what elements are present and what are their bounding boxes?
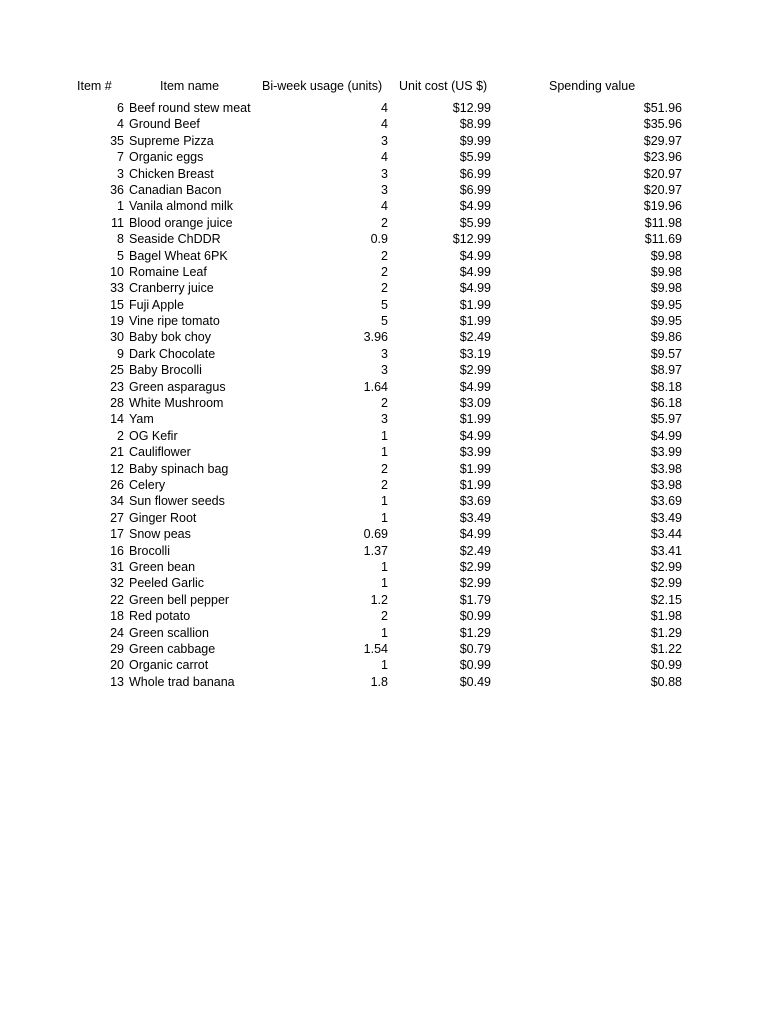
usage-cell: 3 (381, 133, 388, 148)
spending-value-cell: $3.44 (650, 527, 682, 542)
usage-cell: 1 (381, 658, 388, 673)
usage-cell: 1 (381, 559, 388, 574)
item-name-cell: Whole trad banana (129, 674, 235, 689)
spending-value-cell: $3.98 (650, 461, 682, 476)
usage-cell: 4 (381, 150, 388, 165)
item-number-cell: 21 (110, 445, 124, 460)
table-row (0, 182, 768, 198)
unit-cost-cell: $0.49 (459, 674, 491, 689)
table-row (0, 264, 768, 280)
table-row (0, 166, 768, 182)
unit-cost-cell: $1.29 (459, 625, 491, 640)
item-number-cell: 18 (110, 609, 124, 624)
item-number-cell: 33 (110, 281, 124, 296)
item-name-cell: Vanila almond milk (129, 199, 233, 214)
table-row (0, 280, 768, 296)
unit-cost-cell: $4.99 (459, 428, 491, 443)
unit-cost-cell: $3.99 (459, 445, 491, 460)
spending-value-cell: $3.99 (650, 445, 682, 460)
spending-value-cell: $20.97 (643, 182, 682, 197)
usage-cell: 0.9 (370, 232, 388, 247)
usage-cell: 2 (381, 609, 388, 624)
unit-cost-cell: $1.99 (459, 461, 491, 476)
usage-cell: 4 (381, 101, 388, 115)
table-row (0, 362, 768, 378)
table-row (0, 559, 768, 575)
unit-cost-cell: $1.99 (459, 314, 491, 329)
usage-cell: 1 (381, 428, 388, 443)
item-number-cell: 5 (117, 248, 124, 263)
unit-cost-cell: $1.79 (459, 592, 491, 607)
item-name-cell: White Mushroom (129, 396, 224, 411)
unit-cost-cell: $0.79 (459, 641, 491, 656)
item-number-cell: 6 (117, 101, 124, 115)
item-number-cell: 15 (110, 297, 124, 312)
unit-cost-cell: $4.99 (459, 199, 491, 214)
item-number-cell: 22 (110, 592, 124, 607)
spending-value-cell: $2.99 (650, 559, 682, 574)
unit-cost-cell: $1.99 (459, 412, 491, 427)
spending-value-cell: $9.98 (650, 264, 682, 279)
item-name-cell: Ginger Root (129, 510, 197, 525)
unit-cost-cell: $5.99 (459, 150, 491, 165)
item-number-cell: 29 (110, 641, 124, 656)
usage-cell: 3 (381, 182, 388, 197)
item-name-cell: Green bell pepper (129, 592, 230, 607)
item-number-cell: 10 (110, 264, 124, 279)
unit-cost-cell: $3.09 (459, 396, 491, 411)
unit-cost-cell: $0.99 (459, 658, 491, 673)
table-row (0, 641, 768, 657)
table-row (0, 461, 768, 477)
item-name-cell: Dark Chocolate (129, 346, 216, 361)
table-row (0, 231, 768, 247)
usage-cell: 4 (381, 199, 388, 214)
item-name-cell: Canadian Bacon (129, 182, 222, 197)
table-row (0, 215, 768, 231)
table-row (0, 444, 768, 460)
spending-value-cell: $3.41 (650, 543, 682, 558)
item-number-cell: 17 (110, 527, 124, 542)
item-name-cell: Baby Brocolli (129, 363, 202, 378)
item-name-cell: Cranberry juice (129, 281, 214, 296)
usage-cell: 1.37 (363, 543, 388, 558)
spending-value-cell: $23.96 (643, 150, 682, 165)
header-biweek-usage: Bi-week usage (units) (262, 79, 383, 93)
usage-cell: 0.69 (363, 527, 388, 542)
table-header (0, 77, 768, 95)
table-row (0, 526, 768, 542)
header-item-name: Item name (160, 79, 220, 93)
item-name-cell: Green scallion (129, 625, 209, 640)
item-name-cell: Seaside ChDDR (129, 232, 221, 247)
table-row (0, 428, 768, 444)
item-name-cell: Peeled Garlic (129, 576, 205, 591)
table-row (0, 346, 768, 362)
spending-value-cell: $20.97 (643, 166, 682, 181)
spending-value-cell: $8.18 (650, 379, 682, 394)
item-name-cell: Organic carrot (129, 658, 209, 673)
item-name-cell: Baby spinach bag (129, 461, 229, 476)
table-row (0, 625, 768, 641)
item-number-cell: 34 (110, 494, 124, 509)
unit-cost-cell: $12.99 (452, 232, 491, 247)
item-number-cell: 16 (110, 543, 124, 558)
unit-cost-cell: $2.99 (459, 559, 491, 574)
usage-cell: 5 (381, 314, 388, 329)
usage-cell: 2 (381, 477, 388, 492)
table-body (0, 100, 768, 690)
table-row (0, 149, 768, 165)
item-name-cell: Ground Beef (129, 117, 200, 132)
item-name-cell: Bagel Wheat 6PK (129, 248, 228, 263)
usage-cell: 2 (381, 396, 388, 411)
item-number-cell: 11 (111, 215, 124, 230)
spending-value-cell: $29.97 (643, 133, 682, 148)
item-name-cell: Organic eggs (129, 150, 204, 165)
unit-cost-cell: $1.99 (459, 477, 491, 492)
item-name-cell: OG Kefir (129, 428, 178, 443)
item-name-cell: Romaine Leaf (129, 264, 207, 279)
usage-cell: 3 (381, 363, 388, 378)
usage-cell: 3 (381, 166, 388, 181)
usage-cell: 1 (381, 494, 388, 509)
item-number-cell: 35 (110, 133, 124, 148)
usage-cell: 4 (381, 117, 388, 132)
unit-cost-cell: $2.49 (459, 330, 491, 345)
usage-cell: 1.54 (363, 641, 388, 656)
item-name-cell: Sun flower seeds (129, 494, 225, 509)
spending-value-cell: $3.69 (650, 494, 682, 509)
table-row (0, 100, 768, 116)
table-row (0, 329, 768, 345)
table-row (0, 313, 768, 329)
unit-cost-cell: $2.49 (459, 543, 491, 558)
item-number-cell: 14 (110, 412, 124, 427)
spending-value-cell: $6.18 (650, 396, 682, 411)
table-row (0, 198, 768, 214)
spending-value-cell: $51.96 (643, 101, 682, 115)
item-name-cell: Fuji Apple (129, 297, 184, 312)
unit-cost-cell: $3.19 (459, 346, 491, 361)
item-number-cell: 26 (110, 477, 124, 492)
spending-value-cell: $9.57 (650, 346, 682, 361)
spending-value-cell: $9.95 (650, 297, 682, 312)
item-number-cell: 32 (110, 576, 124, 591)
item-name-cell: Brocolli (129, 543, 170, 558)
usage-cell: 2 (381, 461, 388, 476)
unit-cost-cell: $1.99 (459, 297, 491, 312)
item-name-cell: Chicken Breast (129, 166, 214, 181)
unit-cost-cell: $4.99 (459, 379, 491, 394)
spending-value-cell: $9.86 (650, 330, 682, 345)
unit-cost-cell: $12.99 (452, 101, 491, 115)
usage-cell: 2 (381, 248, 388, 263)
unit-cost-cell: $4.99 (459, 264, 491, 279)
spending-value-cell: $3.49 (650, 510, 682, 525)
item-name-cell: Supreme Pizza (129, 133, 214, 148)
item-number-cell: 12 (110, 461, 124, 476)
spending-value-cell: $1.22 (650, 641, 682, 656)
item-number-cell: 2 (117, 428, 124, 443)
table-row (0, 116, 768, 132)
unit-cost-cell: $2.99 (459, 576, 491, 591)
item-number-cell: 27 (110, 510, 124, 525)
unit-cost-cell: $3.49 (459, 510, 491, 525)
item-number-cell: 3 (117, 166, 124, 181)
table-row (0, 133, 768, 149)
spending-value-cell: $2.15 (650, 592, 682, 607)
table-row (0, 592, 768, 608)
usage-cell: 2 (381, 215, 388, 230)
item-name-cell: Green cabbage (129, 641, 216, 656)
usage-cell: 1 (381, 576, 388, 591)
usage-cell: 1 (381, 445, 388, 460)
spending-value-cell: $1.98 (650, 609, 682, 624)
item-name-cell: Blood orange juice (129, 215, 233, 230)
item-number-cell: 36 (110, 182, 124, 197)
item-number-cell: 30 (110, 330, 124, 345)
item-number-cell: 9 (117, 346, 124, 361)
item-number-cell: 20 (110, 658, 124, 673)
spending-value-cell: $9.98 (650, 281, 682, 296)
header-item-number: Item # (77, 79, 112, 93)
header-spending-value: Spending value (549, 79, 636, 93)
spending-value-cell: $11.98 (644, 215, 682, 230)
spending-value-cell: $11.69 (644, 232, 682, 247)
usage-cell: 2 (381, 264, 388, 279)
spending-value-cell: $0.88 (650, 674, 682, 689)
unit-cost-cell: $8.99 (459, 117, 491, 132)
item-number-cell: 8 (117, 232, 124, 247)
item-number-cell: 24 (110, 625, 124, 640)
table-row (0, 379, 768, 395)
usage-cell: 3 (381, 412, 388, 427)
item-number-cell: 13 (110, 674, 124, 689)
usage-cell: 1 (381, 510, 388, 525)
spending-value-cell: $35.96 (643, 117, 682, 132)
item-name-cell: Beef round stew meat (129, 101, 251, 115)
spending-value-cell: $4.99 (650, 428, 682, 443)
item-name-cell: Green asparagus (129, 379, 226, 394)
unit-cost-cell: $2.99 (459, 363, 491, 378)
item-name-cell: Green bean (129, 559, 196, 574)
table-row (0, 297, 768, 313)
item-number-cell: 19 (110, 314, 124, 329)
table-row (0, 493, 768, 509)
unit-cost-cell: $9.99 (459, 133, 491, 148)
unit-cost-cell: $0.99 (459, 609, 491, 624)
spending-value-cell: $8.97 (650, 363, 682, 378)
unit-cost-cell: $3.69 (459, 494, 491, 509)
usage-cell: 1.8 (370, 674, 388, 689)
unit-cost-cell: $4.99 (459, 281, 491, 296)
usage-cell: 5 (381, 297, 388, 312)
item-number-cell: 28 (110, 396, 124, 411)
spending-value-cell: $0.99 (650, 658, 682, 673)
table-row (0, 510, 768, 526)
unit-cost-cell: $4.99 (459, 527, 491, 542)
spending-value-cell: $9.98 (650, 248, 682, 263)
item-name-cell: Baby bok choy (129, 330, 211, 345)
item-name-cell: Red potato (129, 609, 191, 624)
spending-value-cell: $2.99 (650, 576, 682, 591)
spending-value-cell: $3.98 (650, 477, 682, 492)
unit-cost-cell: $6.99 (459, 182, 491, 197)
table-row (0, 657, 768, 673)
table-row (0, 477, 768, 493)
unit-cost-cell: $4.99 (459, 248, 491, 263)
table-row (0, 395, 768, 411)
table-row (0, 411, 768, 427)
usage-cell: 1.64 (363, 379, 388, 394)
usage-cell: 1.2 (370, 592, 388, 607)
item-number-cell: 7 (117, 150, 124, 165)
header-unit-cost: Unit cost (US $) (399, 79, 488, 93)
item-number-cell: 4 (117, 117, 124, 132)
spending-value-cell: $1.29 (650, 625, 682, 640)
item-number-cell: 1 (117, 199, 124, 214)
unit-cost-cell: $5.99 (459, 215, 491, 230)
usage-cell: 2 (381, 281, 388, 296)
table-row (0, 674, 768, 690)
table-row (0, 608, 768, 624)
table-row (0, 575, 768, 591)
usage-cell: 3.96 (363, 330, 388, 345)
table-row (0, 248, 768, 264)
item-name-cell: Snow peas (129, 527, 191, 542)
unit-cost-cell: $6.99 (459, 166, 491, 181)
spending-value-cell: $9.95 (650, 314, 682, 329)
item-name-cell: Vine ripe tomato (129, 314, 220, 329)
item-number-cell: 23 (110, 379, 124, 394)
table-row (0, 543, 768, 559)
item-name-cell: Cauliflower (129, 445, 191, 460)
usage-cell: 3 (381, 346, 388, 361)
spending-value-cell: $5.97 (650, 412, 682, 427)
item-number-cell: 31 (110, 559, 124, 574)
item-name-cell: Yam (129, 412, 154, 427)
usage-cell: 1 (381, 625, 388, 640)
spending-value-cell: $19.96 (643, 199, 682, 214)
item-number-cell: 25 (110, 363, 124, 378)
item-name-cell: Celery (129, 477, 166, 492)
